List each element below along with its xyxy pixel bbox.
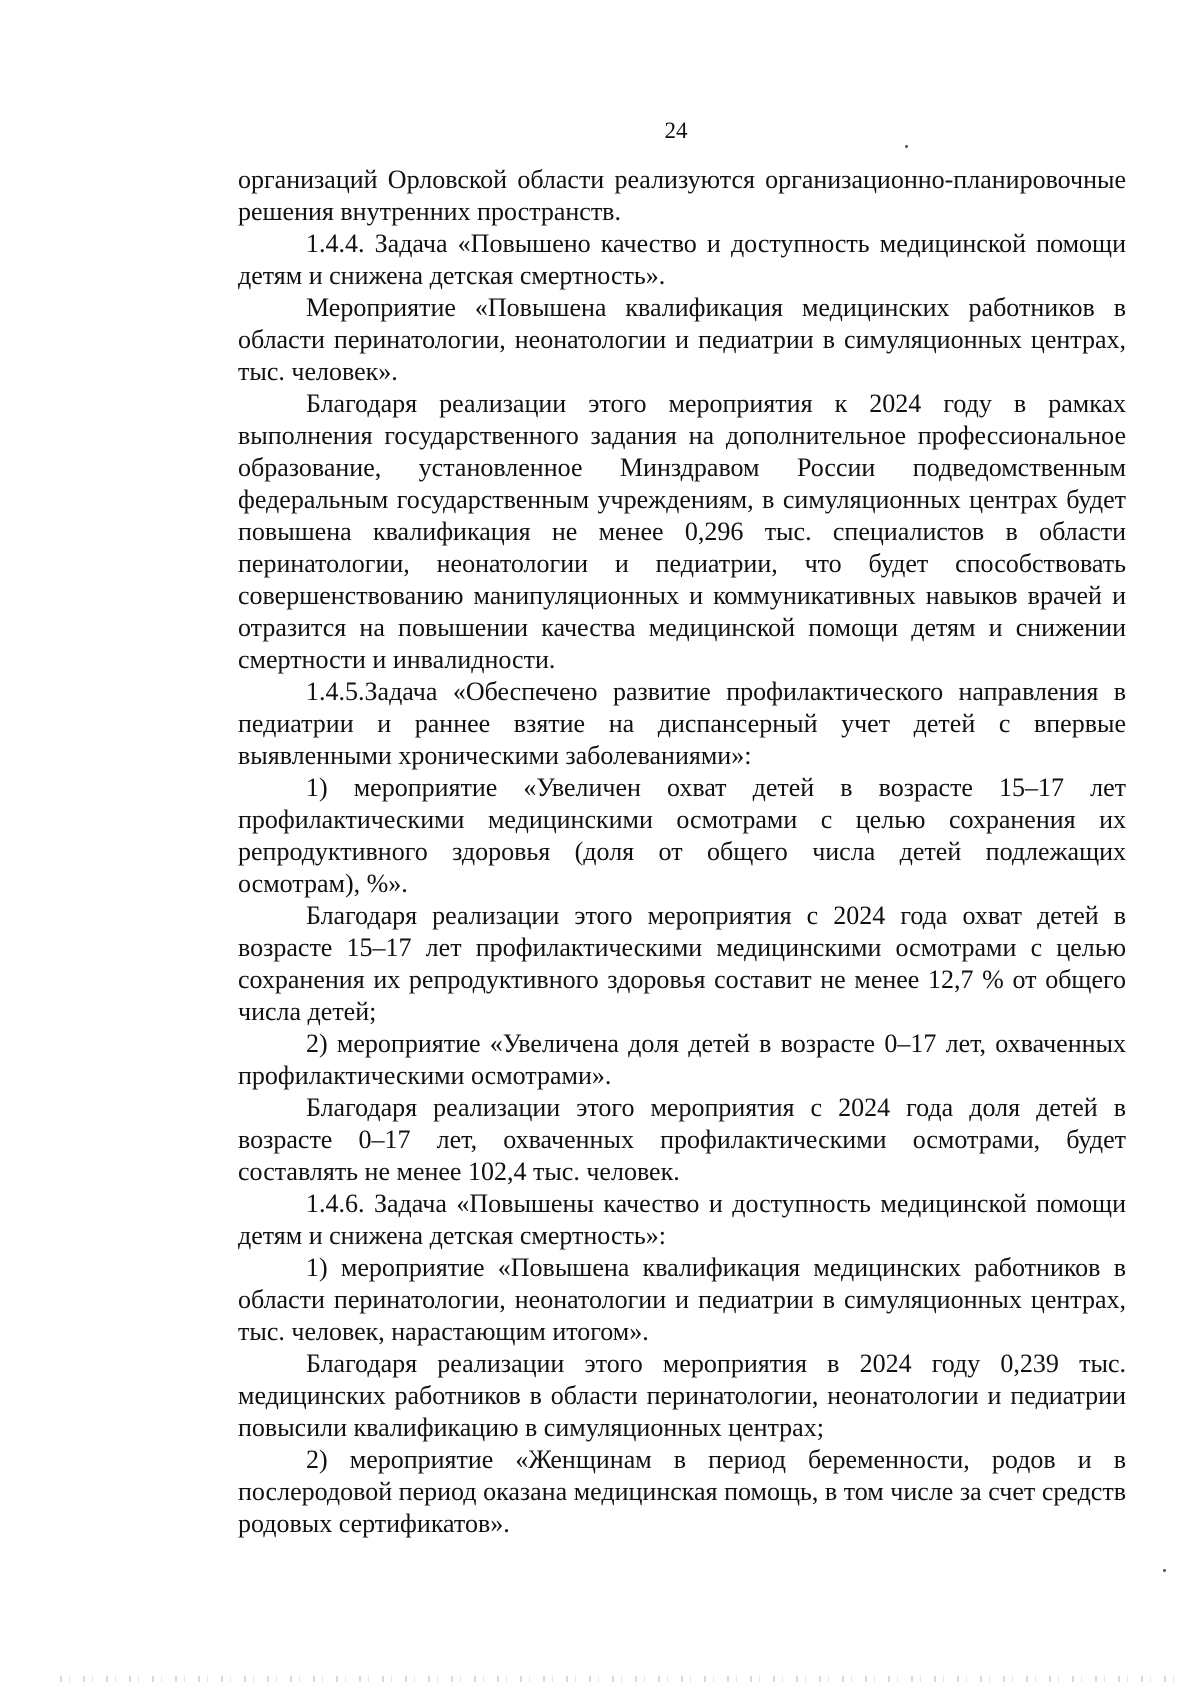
page-number: 24 bbox=[664, 118, 688, 143]
paragraph-result: Благодаря реализации этого мероприятия с 2024 года охват детей в возрасте 15–17 лет профилактическими медицинскими осмотрами с целью сохранения их репродуктивного здоровья составит не менее 12,7 % от общего числа детей; bbox=[238, 901, 1126, 1026]
paragraph-measure-2: 2) мероприятие «Женщинам в период беременности, родов и в послеродовой период оказана медицинская помощь, в том числе за счет средств родовых сертификатов». bbox=[238, 1445, 1126, 1538]
paragraph-result: Благодаря реализации этого мероприятия к 2024 году в рамках выполнения государственного задания на дополнительное профессиональное образование, установленное Минздравом России подведомственным федеральным государственным учреждениям, в симуляционных центрах будет повышена квалификация не менее 0,296 тыс. специалистов в области перинатологии, неонатологии и педиатрии, что будет способствовать совершенствованию манипуляционных и коммуникативных навыков врачей и отразится на повышении качества медицинской помощи детям и снижении смертности и инвалидности. bbox=[238, 389, 1126, 674]
scan-speck bbox=[1163, 1569, 1166, 1572]
paragraph-result: Благодаря реализации этого мероприятия в 2024 году 0,239 тыс. медицинских работников в области перинатологии, неонатологии и педиатрии повысили квалификацию в симуляционных центрах; bbox=[238, 1349, 1126, 1442]
paragraph-measure-1: 1) мероприятие «Увеличен охват детей в возрасте 15–17 лет профилактическими медицинскими осмотрами с целью сохранения их репродуктивного здоровья (доля от общего числа детей подлежащих осмотрам), %». bbox=[238, 773, 1126, 898]
paragraph-continuation: организаций Орловской области реализуются организационно-планировочные решения внутренних пространств. bbox=[238, 165, 1126, 226]
paragraph-result: Благодаря реализации этого мероприятия с 2024 года доля детей в возрасте 0–17 лет, охваченных профилактическими осмотрами, будет составлять не менее 102,4 тыс. человек. bbox=[238, 1093, 1126, 1186]
paragraph-task-1-4-6: 1.4.6. Задача «Повышены качество и доступность медицинской помощи детям и снижена детская смертность»: bbox=[238, 1189, 1126, 1250]
paragraph-measure: Мероприятие «Повышена квалификация медицинских работников в области перинатологии, неонатологии и педиатрии в симуляционных центрах, тыс. человек». bbox=[238, 293, 1126, 386]
paragraph-measure-2: 2) мероприятие «Увеличена доля детей в возрасте 0–17 лет, охваченных профилактическими осмотрами». bbox=[238, 1029, 1126, 1090]
scan-edge-noise bbox=[60, 1676, 1180, 1682]
scan-speck bbox=[905, 145, 908, 148]
paragraph-task-1-4-5: 1.4.5.Задача «Обеспечено развитие профилактического направления в педиатрии и раннее взятие на диспансерный учет детей с впервые выявленными хроническими заболеваниями»: bbox=[238, 677, 1126, 770]
document-body bbox=[238, 164, 1126, 1540]
paragraph-measure-1: 1) мероприятие «Повышена квалификация медицинских работников в области перинатологии, неонатологии и педиатрии в симуляционных центрах, тыс. человек, нарастающим итогом». bbox=[238, 1253, 1126, 1346]
paragraph-task-1-4-4: 1.4.4. Задача «Повышено качество и доступность медицинской помощи детям и снижена детская смертность». bbox=[238, 229, 1126, 290]
